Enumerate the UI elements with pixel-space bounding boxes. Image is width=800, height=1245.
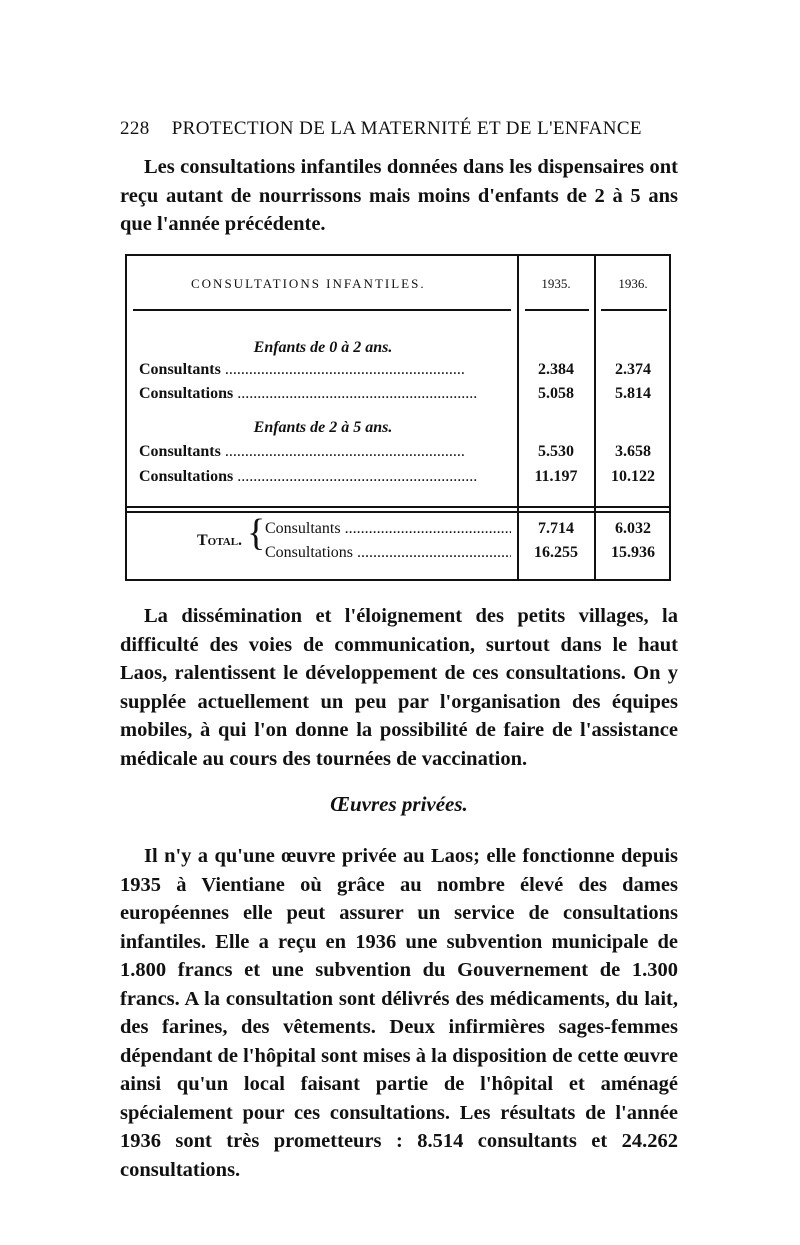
page-number: 228 [120,118,150,139]
paragraph-3: Il n'y a qu'une œuvre privée au Laos; elle fonctionne depuis 1935 à Vientiane où grâce au nombre élevé des dames européennes elle peut assurer un service de consultations infantiles. Elle a reçu en 1936 une subvention municipale de 1.800 francs et une subvention du Gouvernement de 1.300 francs. A la consultation sont délivrés des médicaments, du lait, des farines, des vêtements. Deux infirmières sages-femmes dépendant de l'hôpital sont mises à la disposition de cette œuvre ainsi qu'un local faisant partie de l'hôpital et aménagé spécialement pour ces consultations. Les résultats de l'année 1936 sont très prometteurs : 8.514 consultants et 24.262 consultations. [120,845,678,1181]
section-subheading: Œuvres privées. [330,792,468,816]
total-value-1936: 15.936 [611,544,655,561]
value-1935: 5.530 [538,443,574,460]
row-label: Consultations ..... [139,385,511,403]
header-rule [525,309,589,311]
value-1936: 5.814 [615,385,651,402]
total-row-label: Consultations ..... [265,544,511,562]
row-label: Consultants ..... [139,361,511,379]
total-row-label: Consultants ..... [265,520,511,538]
group-heading: Enfants de 2 à 5 ans. [253,419,393,436]
header-rule [601,309,667,311]
column-header-1935: 1935. [541,276,571,291]
value-1935: 2.384 [538,361,574,378]
value-1936: 2.374 [615,361,651,378]
consultations-table [125,254,671,581]
value-1936: 3.658 [615,443,651,460]
value-1935: 5.058 [538,385,574,402]
total-rule [127,511,669,513]
value-1935: 11.197 [534,468,578,485]
paragraph-1: Les consultations infantiles données dans les dispensaires ont reçu autant de nourrissons mais moins d'enfants de 2 à 5 ans que l'année précédente. [120,156,678,235]
row-label: Consultations ..... [139,468,511,486]
brace: { [247,512,266,554]
group-heading: Enfants de 0 à 2 ans. [253,339,393,356]
row-label: Consultants ..... [139,443,511,461]
total-rule [127,506,669,508]
total-value-1936: 6.032 [615,520,651,537]
total-value-1935: 16.255 [534,544,578,561]
column-header-1936: 1936. [618,276,648,291]
value-1936: 10.122 [611,468,655,485]
running-header [120,118,680,140]
total-label: Total. [197,532,243,549]
table-title: CONSULTATIONS INFANTILES. [191,276,426,291]
total-value-1935: 7.714 [538,520,574,537]
paragraph-2: La dissémination et l'éloignement des petits villages, la difficulté des voies de communication, surtout dans le haut Laos, ralentissent le développement de ces consultations. On y supplée actuellement un peu par l'organisation des équipes mobiles, à qui l'on donne la possibilité de faire de l'assistance médicale au cours des tournées de vaccination. [120,605,678,770]
running-title: PROTECTION DE LA MATERNITÉ ET DE L'ENFANCE [171,118,642,139]
header-rule [133,309,511,311]
